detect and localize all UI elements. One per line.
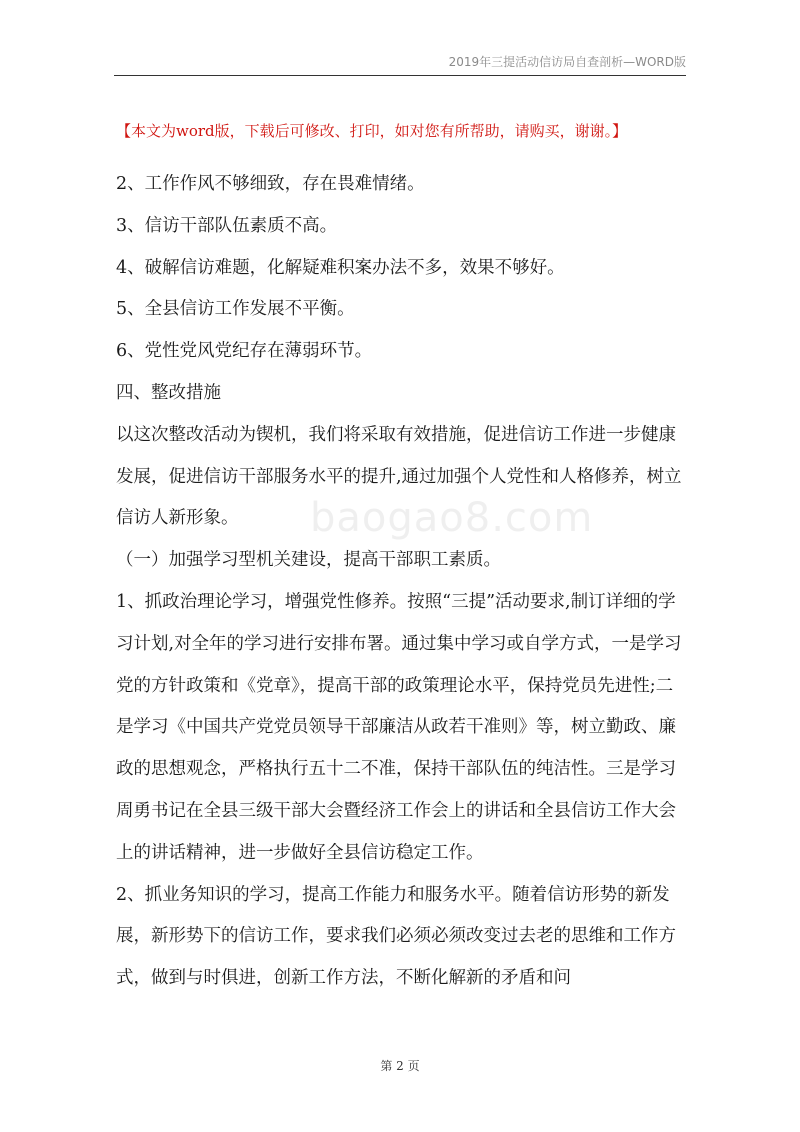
list-item-4: 4、破解信访难题，化解疑难积案办法不多，效果不够好。	[116, 257, 565, 278]
download-notice: 【本文为word版，下载后可修改、打印，如对您有所帮助，请购买，谢谢。】	[116, 122, 628, 140]
watermark-text: baogao8.com	[310, 495, 594, 541]
list-item-2: 2、工作作风不够细致，存在畏难情绪。	[116, 174, 425, 194]
header-divider	[114, 75, 686, 76]
intro-paragraph: 以这次整改活动为锲机，我们将采取有效措施，促进信访工作进一步健康发展，促进信访干部服务水平的提升,通过加强个人党性和人格修养，树立信访人新形象。	[116, 424, 682, 529]
subsection-heading: （一）加强学习型机关建设，提高干部职工素质。	[116, 550, 501, 571]
list-item-5: 5、全县信访工作发展不平衡。	[116, 299, 355, 320]
list-item-6: 6、党性党风党纪存在薄弱环节。	[116, 341, 373, 362]
section-heading: 四、整改措施	[116, 382, 221, 403]
page-number: 第 2 页	[380, 1059, 420, 1073]
measure-paragraph-1: 1、抓政治理论学习，增强党性修养。按照“三提”活动要求,制订详细的学习计划,对全年的学习进行安排布署。通过集中学习或自学方式，一是学习党的方针政策和《党章》，提高干部的政策理论水平，保持党员先进性;二是学习《中国共产党党员领导干部廉洁从政若干准则》等，树立勤政、廉政的思想观念，严格执行五十二不准，保持干部队伍的纯洁性。三是学习周勇书记在全县三级干部大会暨经济工作会上的讲话和全县信访工作大会上的讲话精神，进一步做好全县信访稳定工作。	[116, 591, 682, 863]
list-item-3: 3、信访干部队伍素质不高。	[116, 215, 338, 236]
measure-paragraph-2: 2、抓业务知识的学习，提高工作能力和服务水平。随着信访形势的新发展，新形势下的信访工作，要求我们必须必须改变过去老的思维和工作方式，做到与时俱进，创新工作方法，不断化解新的矛盾和问	[116, 884, 676, 989]
document-body	[116, 164, 690, 1000]
page-header-title: 2019年三提活动信访局自查剖析—WORD版	[448, 55, 686, 69]
